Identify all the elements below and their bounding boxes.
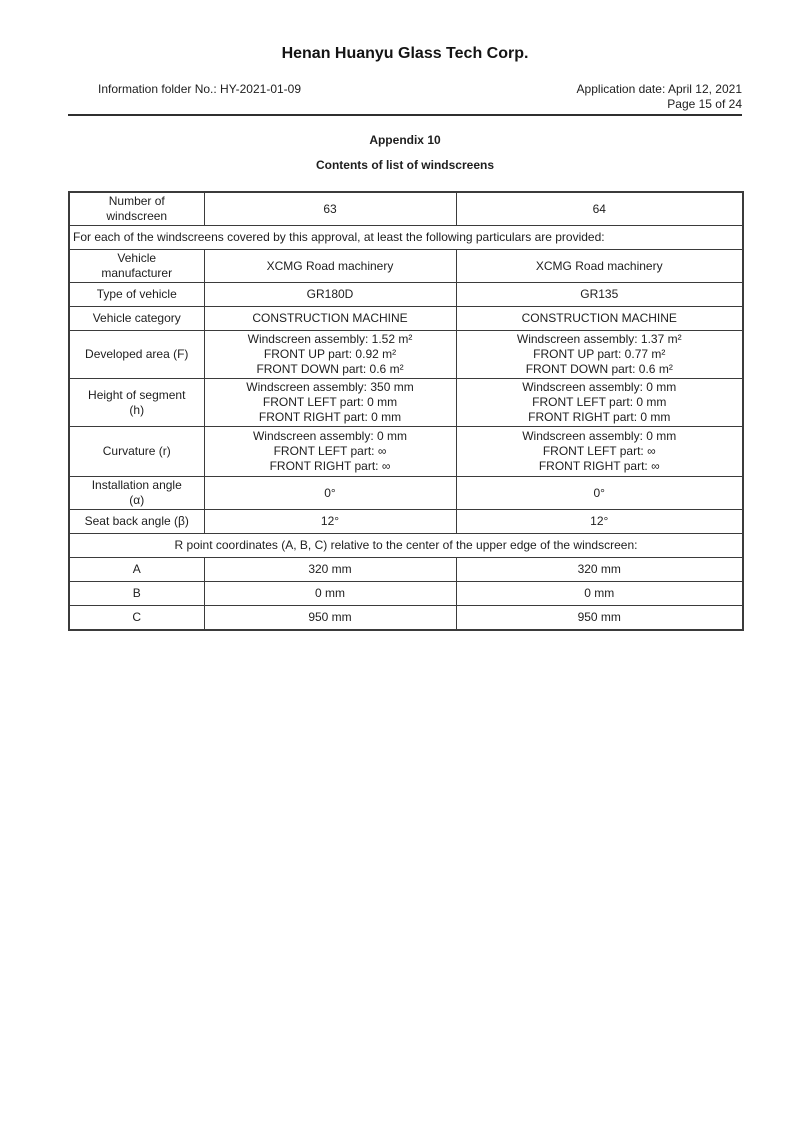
row-label-line: B	[132, 586, 141, 600]
value-cell-col1	[204, 510, 456, 534]
table-note-cell: For each of the windscreens covered by this approval, at least the following particulars are provided:	[69, 226, 743, 250]
value-line: 0 mm	[315, 586, 345, 600]
value-line: Windscreen assembly: 0 mm	[252, 429, 408, 443]
row-label-line: C	[132, 609, 142, 624]
value-line: 320 mm	[577, 562, 621, 576]
value-cell-col2	[456, 250, 743, 283]
row-label-line: (h)	[129, 402, 145, 417]
row-label-line: A	[132, 562, 141, 576]
row-label-line: manufacturer	[101, 266, 173, 280]
application-date: Application date: April 12, 2021	[576, 82, 742, 96]
value-line: GR135	[580, 287, 619, 301]
windscreen-spec-table	[68, 191, 744, 631]
value-cell-col1	[204, 331, 456, 379]
value-line: CONSTRUCTION MACHINE	[252, 311, 408, 325]
header-divider	[68, 114, 742, 116]
value-line: 12°	[590, 514, 609, 528]
value-line: 320 mm	[308, 562, 352, 576]
table-row	[69, 331, 743, 379]
value-line: FRONT RIGHT part: 0 mm	[258, 410, 402, 424]
row-label-cell	[69, 250, 204, 283]
value-cell-col2	[456, 307, 743, 331]
value-line: FRONT LEFT part: 0 mm	[532, 395, 667, 409]
value-cell-col2	[456, 558, 743, 582]
row-label-cell	[69, 283, 204, 307]
row-label-cell	[69, 331, 204, 379]
value-line: 0 mm	[584, 586, 615, 600]
value-line: Windscreen assembly: 1.37 m²	[516, 332, 682, 346]
value-line: Windscreen assembly: 1.52 m²	[247, 332, 413, 346]
value-cell-col2	[456, 331, 743, 379]
row-label-line: Installation angle	[91, 478, 182, 492]
table-row	[69, 510, 743, 534]
table-row	[69, 283, 743, 307]
application-info	[577, 82, 742, 111]
value-line: Windscreen assembly: 350 mm	[246, 380, 414, 394]
row-label-line: Height of segment	[88, 387, 186, 402]
table-row	[69, 534, 743, 558]
table-row	[69, 250, 743, 283]
row-label-line: windscreen	[106, 209, 168, 223]
table-row	[69, 558, 743, 582]
value-line: Windscreen assembly: 0 mm	[522, 429, 677, 443]
value-cell-col2	[456, 379, 743, 427]
row-label-line: Vehicle category	[92, 311, 181, 325]
value-line: FRONT RIGHT part: ∞	[538, 459, 660, 473]
value-cell-col1	[204, 379, 456, 427]
value-line: GR180D	[306, 287, 354, 301]
value-line: 64	[592, 201, 606, 216]
value-cell-col2	[456, 477, 743, 510]
value-cell-col1	[204, 250, 456, 283]
value-line: FRONT RIGHT part: 0 mm	[528, 410, 671, 424]
information-folder-number: Information folder No.: HY-2021-01-09	[98, 82, 302, 96]
value-cell-col1	[204, 192, 456, 226]
row-label-line: Type of vehicle	[96, 287, 177, 301]
value-line: FRONT UP part: 0.92 m²	[263, 347, 397, 361]
value-cell-col2	[456, 510, 743, 534]
page-number: Page 15 of 24	[667, 96, 742, 111]
value-line: CONSTRUCTION MACHINE	[521, 311, 677, 325]
table-row	[69, 192, 743, 226]
row-label-line: Seat back angle (β)	[84, 514, 189, 528]
value-line: 12°	[320, 514, 340, 528]
row-label-cell	[69, 606, 204, 630]
table-row	[69, 427, 743, 477]
table-row	[69, 307, 743, 331]
value-cell-col1	[204, 283, 456, 307]
value-cell-col1	[204, 582, 456, 606]
table-row	[69, 226, 743, 250]
table-row	[69, 477, 743, 510]
row-label-cell	[69, 558, 204, 582]
row-label-cell	[69, 427, 204, 477]
value-line: FRONT DOWN part: 0.6 m²	[525, 362, 673, 376]
value-line: XCMG Road machinery	[266, 258, 394, 273]
value-cell-col2	[456, 582, 743, 606]
value-line: FRONT LEFT part: 0 mm	[262, 395, 398, 409]
value-cell-col1	[204, 606, 456, 630]
table-row	[69, 582, 743, 606]
row-label-cell	[69, 477, 204, 510]
table-row	[69, 379, 743, 427]
value-cell-col1	[204, 558, 456, 582]
value-cell-col2	[456, 606, 743, 630]
document-content	[68, 44, 742, 631]
value-line: 950 mm	[308, 609, 352, 624]
value-line: FRONT LEFT part: ∞	[273, 444, 387, 458]
value-cell-col2	[456, 427, 743, 477]
value-line: FRONT DOWN part: 0.6 m²	[256, 362, 404, 376]
value-line: FRONT UP part: 0.77 m²	[533, 347, 666, 361]
value-cell-col2	[456, 283, 743, 307]
value-line: Windscreen assembly: 0 mm	[522, 380, 677, 394]
value-line: 63	[323, 201, 337, 216]
row-label-cell	[69, 307, 204, 331]
document-info-row	[68, 82, 742, 111]
appendix-heading: Appendix 10	[369, 133, 441, 147]
value-line: FRONT LEFT part: ∞	[542, 444, 656, 458]
value-cell-col1	[204, 477, 456, 510]
value-cell-col1	[204, 307, 456, 331]
value-line: XCMG Road machinery	[535, 258, 663, 273]
row-label-line: Vehicle	[117, 251, 157, 265]
row-label-cell	[69, 510, 204, 534]
company-title: Henan Huanyu Glass Tech Corp.	[281, 45, 529, 62]
row-label-cell	[69, 379, 204, 427]
value-line: FRONT RIGHT part: ∞	[269, 459, 391, 473]
row-label-cell	[69, 582, 204, 606]
value-cell-col2	[456, 192, 743, 226]
row-label-line: (α)	[129, 493, 145, 507]
windscreen-table-body	[69, 192, 743, 630]
row-label-line: Developed area (F)	[85, 347, 189, 361]
row-label-line: Number of	[108, 194, 165, 208]
value-line: 950 mm	[577, 609, 621, 624]
value-line: 0°	[593, 485, 605, 500]
row-label-cell	[69, 192, 204, 226]
table-heading: Contents of list of windscreens	[315, 158, 495, 172]
value-cell-col1	[204, 427, 456, 477]
row-label-line: Curvature (r)	[102, 444, 171, 458]
table-row	[69, 606, 743, 630]
table-note-cell: R point coordinates (A, B, C) relative to the center of the upper edge of the windscreen:	[69, 534, 743, 558]
value-line: 0°	[324, 485, 336, 500]
